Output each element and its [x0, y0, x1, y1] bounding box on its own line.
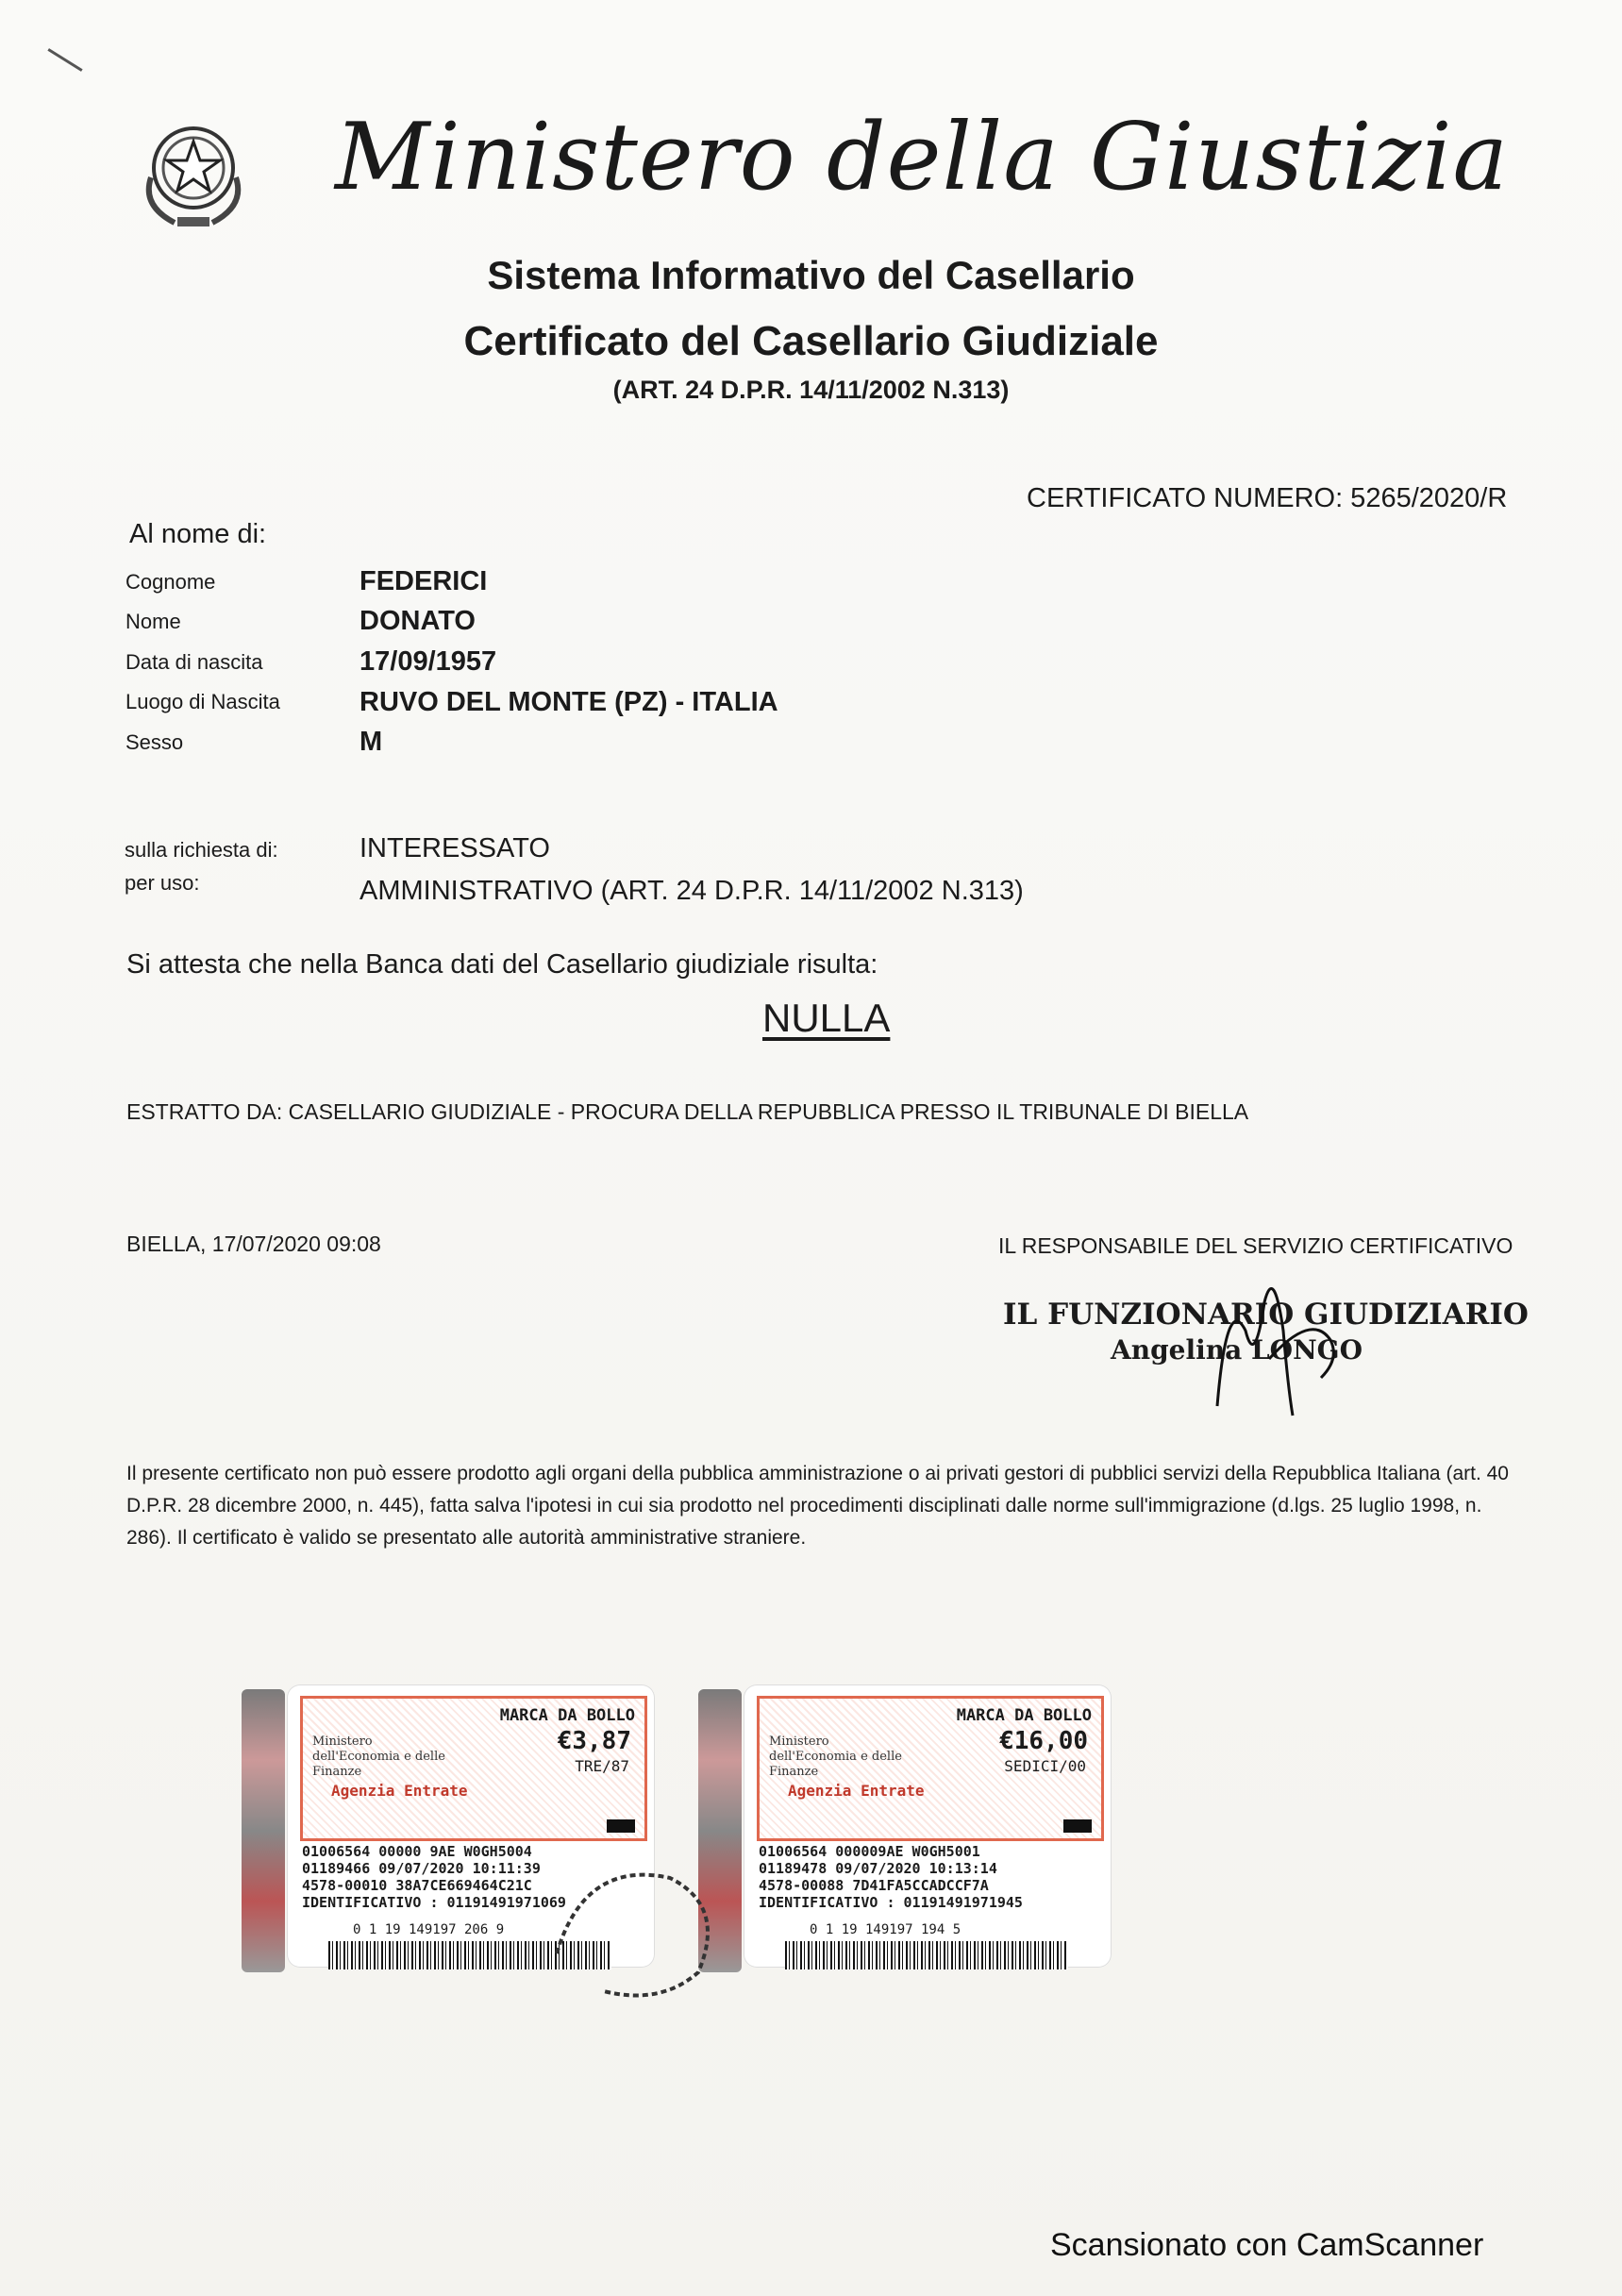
field-value-sex: M	[360, 727, 383, 757]
field-value-surname: FEDERICI	[360, 566, 488, 596]
scanner-watermark: Scansionato con CamScanner	[1050, 2227, 1484, 2263]
disclaimer-text: Il presente certificato non può essere prodotto agli organi della pubblica amministrazione o ai privati gestori di pubblici servizi della Repubblica Italiana (art. 40 D.P.R. 28 dicembre 2000, n. 445), fatta salva l'ipotesi in cui sia prodotto nel procedimenti disciplinati dalle norme sull'immigrazione (d.lgs. 25 luglio 1998, n. 286). Il certificato è valido se presentato alle autorità amministrative straniere.	[126, 1463, 1509, 1549]
use-value: AMMINISTRATIVO (ART. 24 D.P.R. 14/11/2002 N.313)	[360, 876, 1024, 906]
stamp-ministry: Ministero dell'Economia e delle Finanze	[769, 1735, 902, 1779]
stamp-code-line: 4578-00010 38A7CE669464C21C	[302, 1877, 532, 1894]
stamp-code-line: 01189466 09/07/2020 10:11:39	[302, 1860, 541, 1877]
stamp-code-line: 01006564 000009AE W0GH5001	[759, 1843, 980, 1860]
stamp-marca: MARCA DA BOLLO	[499, 1706, 635, 1725]
stamp-card	[744, 1684, 1112, 1968]
stamp-serial: 0 1 19 149197 194 5	[810, 1922, 961, 1937]
stamp-amount-words: TRE/87	[575, 1757, 629, 1775]
extract-source: ESTRATTO DA: CASELLARIO GIUDIZIALE - PROCURA DELLA REPUBBLICA PRESSO IL TRIBUNALE DI BIELLA	[126, 1099, 1249, 1124]
stamp-code-line: 01189478 09/07/2020 10:13:14	[759, 1860, 997, 1877]
stamp-agency: Agenzia Entrate	[331, 1782, 468, 1800]
result-value: NULLA	[762, 996, 891, 1040]
signature-icon	[1179, 1274, 1406, 1425]
barcode-icon	[785, 1941, 1068, 1969]
official-title: IL FUNZIONARIO GIUDIZIARIO	[1003, 1298, 1529, 1332]
official-name: Angelina LONGO	[1111, 1334, 1363, 1366]
stamp-header	[757, 1696, 1104, 1841]
stamp-amount-words: SEDICI/00	[1004, 1757, 1086, 1775]
revenue-stamp	[698, 1670, 1113, 1982]
field-label-sex: Sesso	[125, 730, 184, 754]
stamp-agency: Agenzia Entrate	[788, 1782, 925, 1800]
stamp-code-line: IDENTIFICATIVO : 01191491971945	[759, 1894, 1023, 1911]
field-label-name: Nome	[125, 610, 181, 633]
legal-reference: (ART. 24 D.P.R. 14/11/2002 N.313)	[612, 376, 1010, 404]
section-label: Al nome di:	[129, 519, 267, 549]
republic-emblem-icon	[132, 111, 255, 234]
stamp-code-line: 01006564 00000 9AE W0GH5004	[302, 1843, 532, 1860]
field-value-birthdate: 17/09/1957	[360, 646, 497, 677]
ministry-title: Ministero della Giustizia	[335, 104, 1509, 211]
hologram-strip	[242, 1689, 285, 1972]
scan-mark	[47, 48, 82, 72]
stamp-mark	[1063, 1819, 1092, 1833]
certificate-number: CERTIFICATO NUMERO: 5265/2020/R	[1027, 483, 1508, 513]
stamp-amount: €16,00	[999, 1727, 1088, 1755]
stamp-marca: MARCA DA BOLLO	[956, 1706, 1092, 1725]
field-value-name: DONATO	[360, 606, 476, 636]
field-label-surname: Cognome	[125, 570, 216, 594]
use-label: per uso:	[125, 871, 200, 895]
stamp-code-line: 4578-00088 7D41FA5CCADCCF7A	[759, 1877, 989, 1894]
request-value: INTERESSATO	[360, 833, 550, 863]
field-value-birthplace: RUVO DEL MONTE (PZ) - ITALIA	[360, 687, 778, 717]
system-name: Sistema Informativo del Casellario	[487, 253, 1135, 297]
field-label-birthplace: Luogo di Nascita	[125, 690, 280, 713]
stamp-mark	[607, 1819, 635, 1833]
stamp-ministry: Ministero dell'Economia e delle Finanze	[312, 1735, 445, 1779]
place-date: BIELLA, 17/07/2020 09:08	[126, 1232, 381, 1256]
document-title: Certificato del Casellario Giudiziale	[463, 318, 1159, 364]
request-label: sulla richiesta di:	[125, 838, 278, 862]
cancellation-mark-icon	[528, 1840, 736, 2010]
stamp-code-line: IDENTIFICATIVO : 01191491971069	[302, 1894, 566, 1911]
responsible-office: IL RESPONSABILE DEL SERVIZIO CERTIFICATIVO	[998, 1233, 1513, 1258]
stamp-amount: €3,87	[557, 1727, 631, 1755]
stamp-serial: 0 1 19 149197 206 9	[353, 1922, 505, 1937]
stamp-header	[300, 1696, 647, 1841]
attestation-text: Si attesta che nella Banca dati del Casellario giudiziale risulta:	[126, 949, 878, 980]
field-label-birthdate: Data di nascita	[125, 650, 263, 674]
